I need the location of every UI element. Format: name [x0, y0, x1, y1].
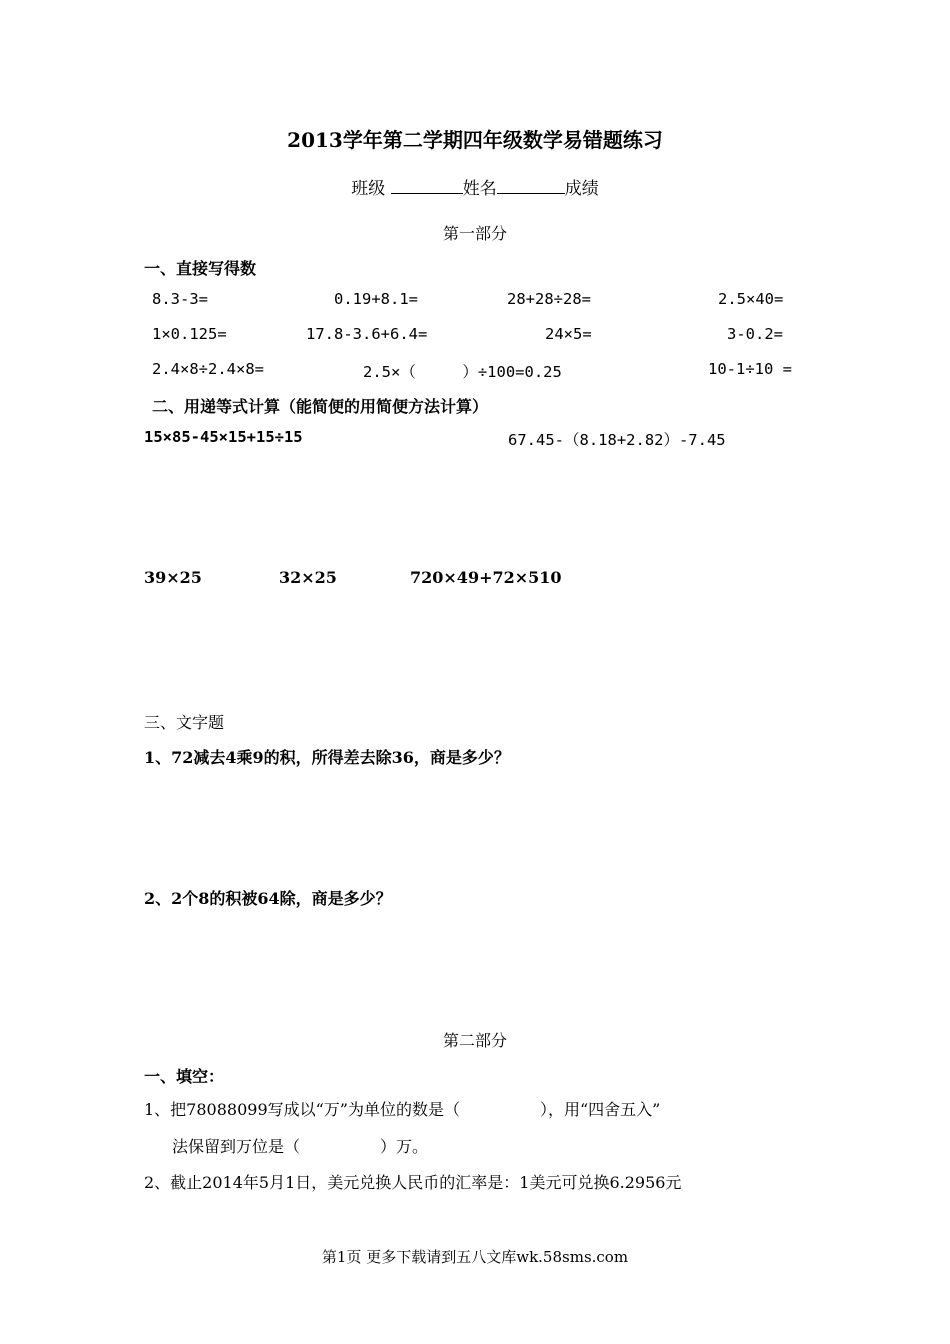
- class-blank[interactable]: [391, 179, 463, 194]
- part2-heading: 第二部分: [442, 1031, 507, 1050]
- mental-calc-item: 8.3-3=: [152, 290, 208, 308]
- calc-problem: 32×25: [279, 568, 337, 587]
- calc-problem: 39×25: [144, 568, 202, 587]
- calc-problem: 15×85-45×15+15÷15: [144, 428, 303, 446]
- score-label: 成绩: [564, 179, 599, 199]
- fill-blank-question-continued: 法保留到万位是（ ）万。: [172, 1137, 429, 1156]
- mental-calc-item: 0.19+8.1=: [334, 290, 418, 308]
- mental-calc-item: 10-1÷10 =: [708, 360, 792, 378]
- fill-blank-heading: 一、填空：: [144, 1067, 225, 1086]
- mental-calc-item: 17.8-3.6+6.4=: [306, 325, 428, 343]
- calc-problem: 67.45-（8.18+2.82）-7.45: [508, 431, 726, 449]
- fill-blank-question: 1、把78088099写成以“万”为单位的数是（ ），用“四舍五入”: [144, 1100, 661, 1119]
- mental-calc-item: 2.5×40=: [718, 290, 784, 308]
- mental-calc-item: 1×0.125=: [152, 325, 227, 343]
- word-problem: 2、2个8的积被64除，商是多少？: [144, 889, 392, 908]
- mental-calc-item: 28+28÷28=: [507, 290, 591, 308]
- name-blank[interactable]: [497, 179, 565, 194]
- name-label: 姓名: [462, 179, 497, 199]
- mental-calc-item: 3-0.2=: [727, 325, 783, 343]
- class-label: 班级: [351, 179, 386, 199]
- mental-calc-item: 2.5×（ ）÷100=0.25: [363, 363, 562, 381]
- mental-calc-item: 24×5=: [545, 325, 592, 343]
- part1-heading: 第一部分: [442, 224, 507, 243]
- mental-calc-item: 2.4×8÷2.4×8=: [152, 360, 264, 378]
- page-footer: 第1页 更多下载请到五八文库wk.58sms.com: [321, 1248, 629, 1266]
- fill-blank-question: 2、截止2014年5月1日，美元兑换人民币的汇率是：1美元可兑换6.2956元: [144, 1173, 682, 1192]
- section1-heading: 一、直接写得数: [144, 259, 257, 278]
- section2-heading: 二、用递等式计算（能简便的用简便方法计算）: [152, 397, 489, 416]
- student-info-line: [0, 174, 950, 199]
- section3-heading: 三、文字题: [144, 713, 225, 732]
- calc-problem: 720×49+72×510: [410, 568, 562, 587]
- page-title: 2013学年第二学期四年级数学易错题练习: [287, 128, 663, 152]
- word-problem: 1、72减去4乘9的积，所得差去除36，商是多少？: [144, 748, 510, 767]
